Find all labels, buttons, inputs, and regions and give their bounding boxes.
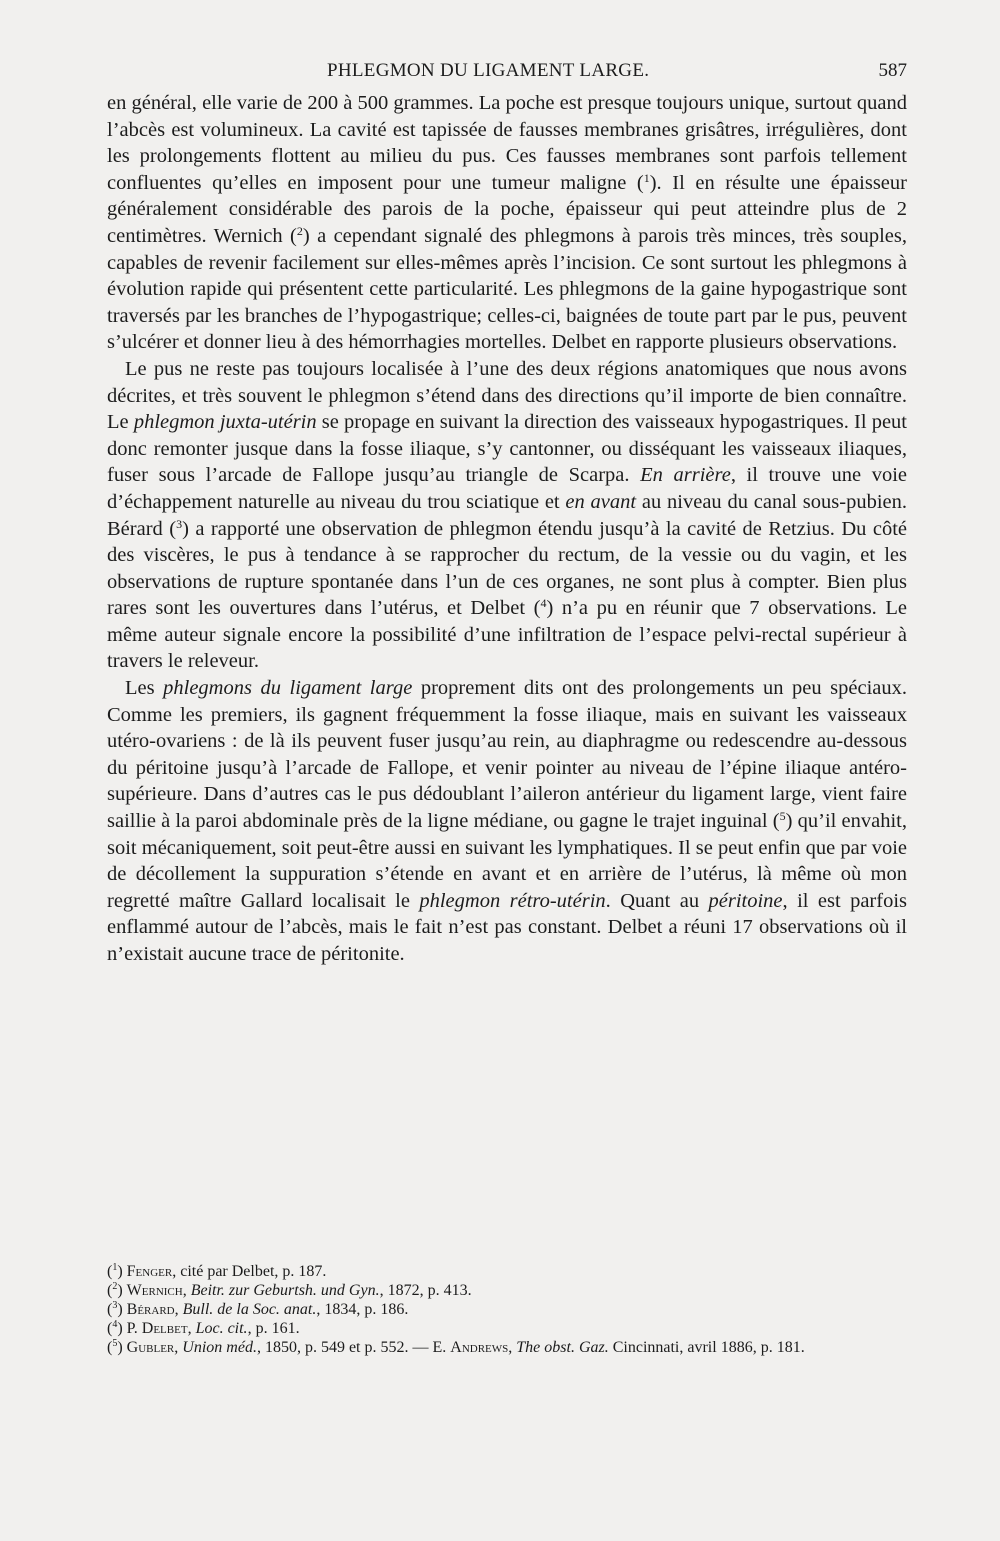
text-run: ) a rapporté une observation de phlegmon étendu jusqu’à la cavité de Retzius. Du côté des viscères, le pus à tendance à se rapprocher du rectum, de la vessie ou du vagin, et les observations de rupture spontanée dans l’un de ces organes, ne sont plus à compter. Bien plus rares sont les ouvertures dans l’utérus, et Delbet ( bbox=[107, 517, 907, 620]
author-name: Gubler bbox=[126, 1339, 175, 1356]
italic-text: Loc. cit. bbox=[195, 1320, 248, 1337]
text-run: ) a cependant signalé des phlegmons à parois très minces, très souples, capables de revenir facilement sur elles-mêmes après l’incision. Ce sont surtout les phlegmons à évolution rapide qui présentent cette particularité. Les phlegmons de la gaine hypogastrique sont traversés par les branches de l’hypogastrique; celles-ci, baignées de toute part par le pus, peuvent s’ulcérer et donner lieu à des hémorrhagies mortelles. Delbet en rapporte plusieurs observations. bbox=[107, 224, 907, 354]
text-run: ( bbox=[107, 1282, 113, 1299]
footnote bbox=[107, 1338, 907, 1357]
text-run: ). Il en résulte une épaisseur généralement considérable des parois de la poche, épaisseur qui peut atteindre plus de 2 centimètres. Wernich ( bbox=[107, 171, 907, 247]
footnote-ref: 2 bbox=[296, 223, 303, 238]
running-header bbox=[107, 60, 907, 90]
footnote-ref: 3 bbox=[112, 1300, 118, 1311]
text-run: , il est parfois enflammé autour de l’abcès, mais le fait n’est pas constant. Delbet a réuni 17 observations où il n’existait aucune trace de péritonite. bbox=[107, 889, 907, 965]
footnotes bbox=[107, 1262, 907, 1357]
text-run: ) bbox=[117, 1282, 127, 1299]
italic-text: En arrière bbox=[640, 464, 731, 487]
text-run: ) bbox=[117, 1263, 127, 1280]
italic-text: phlegmon rétro-utérin bbox=[419, 889, 606, 912]
text-run: , bbox=[174, 1301, 183, 1318]
text-run: . Quant au bbox=[605, 889, 709, 912]
italic-text: phlegmon juxta-utérin bbox=[133, 411, 317, 434]
italic-text: Beitr. zur Geburtsh. und Gyn. bbox=[190, 1282, 380, 1299]
footnote-ref: 5 bbox=[779, 809, 786, 824]
text-run: Le pus ne reste pas toujours localisée à l’une des deux régions anatomiques que nous avons décrites, et très souvent le phlegmon s’étend dans des directions qu’il importe de bien connaître. Le bbox=[107, 357, 907, 434]
paragraph bbox=[107, 675, 907, 968]
footnote-ref: 1 bbox=[643, 170, 650, 185]
author-name: Andrews bbox=[450, 1339, 509, 1356]
text-run: , bbox=[187, 1320, 196, 1337]
paragraph bbox=[107, 90, 907, 356]
footnote-ref: 4 bbox=[112, 1319, 118, 1330]
text-run: , p. 161. bbox=[247, 1320, 300, 1337]
text-run: , 1872, p. 413. bbox=[379, 1282, 472, 1299]
text-run: Les bbox=[125, 677, 164, 700]
text-run: au niveau du canal sous-pubien. Bérard ( bbox=[107, 490, 907, 540]
footnote-ref: 5 bbox=[112, 1338, 118, 1349]
text-run: ( bbox=[107, 1339, 113, 1356]
italic-text: Union méd. bbox=[182, 1339, 257, 1356]
text-run: proprement dits ont des prolongements un peu spéciaux. Comme les premiers, ils gagnent fréquemment la fosse iliaque, mais en suivant les vaisseaux utéro-ovariens : de là ils peuvent fuser jusqu’au rein, au diaphragme ou redescendre au-dessous du péritoine jusqu’à l’arcade de Fallope, et venir pointer au niveau de l’épine iliaque antéro-supérieure. Dans d’autres cas le pus dédoublant l’aileron antérieur du ligament large, vient faire saillie à la paroi abdominale près de la ligne médiane, ou gagne le trajet inguinal ( bbox=[107, 677, 908, 833]
footnote-ref: 1 bbox=[112, 1262, 118, 1273]
text-run: ) P. bbox=[117, 1320, 142, 1337]
page-number: 587 bbox=[878, 60, 907, 81]
text-run: , 1850, p. 549 et p. 552. — E. bbox=[256, 1339, 451, 1356]
running-title: PHLEGMON DU LIGAMENT LARGE. bbox=[327, 60, 650, 81]
text-run: se propage en suivant la direction des vaisseaux hypogastriques. Il peut donc remonter jusque dans la fosse iliaque, s’y cantonner, ou disséquant les vaisseaux iliaques, fuser sous l’arcade de Fallope jusqu’au triangle de Scarpa. bbox=[107, 411, 907, 487]
footnote-ref: 4 bbox=[540, 596, 547, 611]
author-name: Bérard bbox=[126, 1301, 175, 1318]
italic-text: en avant bbox=[565, 490, 637, 513]
text-run: en général, elle varie de 200 à 500 grammes. La poche est presque toujours unique, surtout quand l’abcès est volumineux. La cavité est tapissée de fausses membranes grisâtres, irrégulières, dont les prolongements flottent au milieu du pus. Ces fausses membranes sont parfois tellement confluentes qu’elles en imposent pour une tumeur maligne ( bbox=[107, 92, 907, 194]
footnote-ref: 3 bbox=[176, 516, 183, 531]
author-name: Delbet bbox=[141, 1320, 188, 1337]
text-run: ) n’a pu en réunir que 7 observations. Le même auteur signale encore la possibilité d’une infiltration de l’espace pelvi-rectal supérieur à travers le releveur. bbox=[107, 597, 907, 673]
text-run: ) qu’il envahit, soit mécaniquement, soit peut-être aussi en suivant les lymphatiques. Il se peut enfin que par voie de décollement la suppuration s’étende en avant et en arrière de l’utérus, là même où mon regretté maître Gallard localisait le bbox=[107, 810, 907, 912]
text-run: , bbox=[174, 1339, 183, 1356]
text-run: , bbox=[508, 1339, 517, 1356]
text-run: , il trouve une voie d’échappement naturelle au niveau du trou sciatique et bbox=[107, 464, 907, 513]
footnote bbox=[107, 1262, 907, 1281]
text-run: ( bbox=[107, 1301, 113, 1318]
paragraph bbox=[107, 356, 907, 675]
footnote bbox=[107, 1319, 907, 1338]
footnote bbox=[107, 1281, 907, 1300]
text-run: , 1834, p. 186. bbox=[316, 1301, 409, 1318]
text-run: Cincinnati, avril 1886, p. 181. bbox=[608, 1339, 805, 1356]
text-run: ) bbox=[117, 1301, 127, 1318]
text-run: ( bbox=[107, 1320, 113, 1337]
text-run: , bbox=[182, 1282, 191, 1299]
text-run: ( bbox=[107, 1263, 113, 1280]
italic-text: Bull. de la Soc. anat. bbox=[182, 1301, 317, 1318]
author-name: Fenger bbox=[126, 1263, 173, 1280]
footnote bbox=[107, 1300, 907, 1319]
body-text bbox=[107, 90, 907, 968]
italic-text: phlegmons du ligament large bbox=[163, 677, 413, 700]
text-run: ) bbox=[117, 1339, 127, 1356]
footnote-ref: 2 bbox=[112, 1281, 118, 1292]
text-run: , cité par Delbet, p. 187. bbox=[172, 1263, 327, 1280]
italic-text: péritoine bbox=[708, 889, 783, 912]
italic-text: The obst. Gaz. bbox=[516, 1339, 609, 1356]
author-name: Wernich bbox=[126, 1282, 183, 1299]
